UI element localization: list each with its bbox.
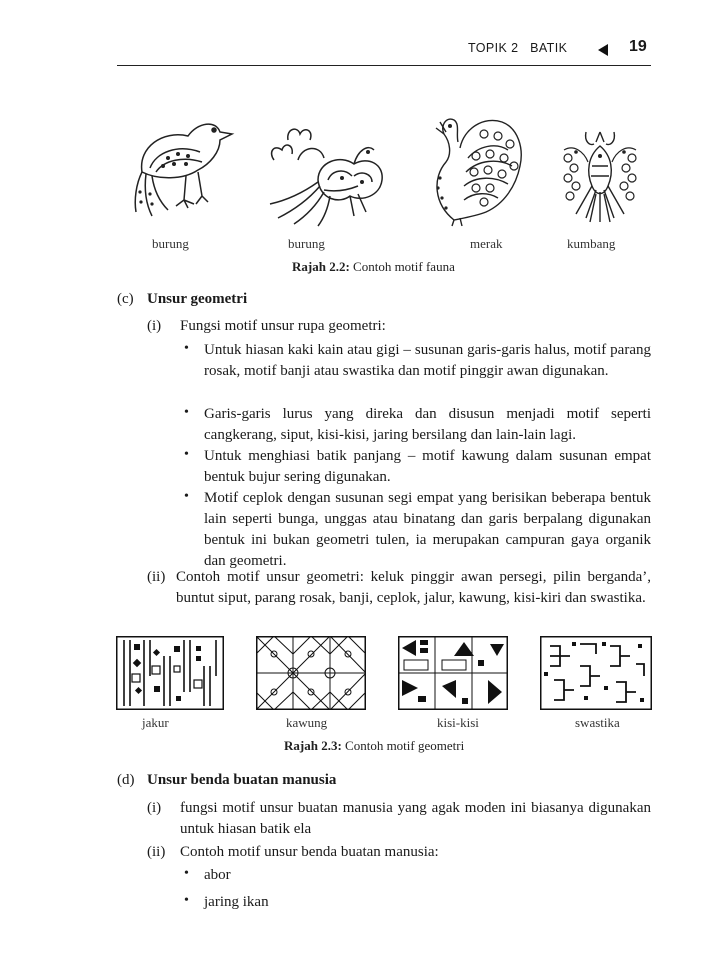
section-c-item2-text: Contoh motif unsur geometri: keluk pinggir awan persegi, pilin berganda’, buntut siput, parang rosak, banji, ceplok, jalur, kawung, kisi-kiri dan swastika. xyxy=(176,569,651,606)
section-d-marker: (d) xyxy=(117,772,135,788)
bullet-icon: • xyxy=(184,893,189,908)
figure-2-3-caption xyxy=(284,738,464,754)
section-c-item2-marker: (ii) xyxy=(147,569,166,585)
kawung-pattern-image xyxy=(256,636,366,710)
peacock-motif-image xyxy=(424,108,528,228)
bird-motif-1-image xyxy=(128,112,236,224)
geometri-label-kisi-kisi: kisi-kisi xyxy=(437,715,479,730)
section-c-item1-text: Fungsi motif unsur rupa geometri: xyxy=(180,318,386,334)
geometri-label-kawung: kawung xyxy=(286,715,328,730)
caption-label: Rajah 2.3: xyxy=(284,738,342,753)
section-d-item1-text: fungsi motif unsur buatan manusia yang agak moden ini biasanya digunakan untuk hiasan batik ela xyxy=(180,800,651,837)
header-topic: TOPIK 2 BATIK xyxy=(468,41,568,55)
geometri-bullet-1: Untuk hiasan kaki kain atau gigi – susunan garis-garis halus, motif parang rosak, motif banji atau swastika dan motif pinggir awan digunakan. xyxy=(204,342,651,379)
section-d-item1-marker: (i) xyxy=(147,800,162,816)
fauna-label-kumbang: kumbang xyxy=(567,236,616,251)
geometri-bullet-2: Garis-garis lurus yang direka dan disusun menjadi motif seperti cangkerang, siput, kisi-kisi, jaring bersilang dan lain-lain lagi. xyxy=(204,406,651,443)
geometri-bullet-3: Untuk menghiasi batik panjang – motif kawung dalam susunan empat bentuk bujur sering digunakan. xyxy=(204,448,651,485)
buatan-bullet-abor: abor xyxy=(204,867,231,883)
figure-2-2-caption xyxy=(292,259,455,275)
bullet-icon: • xyxy=(184,405,189,420)
geometri-label-swastika: swastika xyxy=(575,715,620,730)
bullet-icon: • xyxy=(184,447,189,462)
fauna-label-merak: merak xyxy=(470,236,503,251)
caption-text: Contoh motif geometri xyxy=(341,738,465,753)
kisi-kisi-pattern-image xyxy=(398,636,508,710)
caption-text: Contoh motif fauna xyxy=(349,259,455,274)
caption-label: Rajah 2.2: xyxy=(292,259,350,274)
page-number: 19 xyxy=(629,38,647,55)
bullet-icon: • xyxy=(184,341,189,356)
section-c-marker: (c) xyxy=(117,291,134,307)
section-d-item2-text: Contoh motif unsur benda buatan manusia: xyxy=(180,844,439,860)
fauna-label-burung-1: burung xyxy=(152,236,189,251)
section-d-title: Unsur benda buatan manusia xyxy=(147,772,337,788)
section-c-title: Unsur geometri xyxy=(147,291,248,307)
section-c-item1-marker: (i) xyxy=(147,318,162,334)
geometri-bullet-4: Motif ceplok dengan susunan segi empat yang berisikan beberapa bentuk lain seperti bunga, unggas atau binatang dan garis berpalang digunakan bentuk ini bukan geometri tulen, ia merupakan campuran gaya organik dan geometri. xyxy=(204,490,651,569)
bullet-icon: • xyxy=(184,489,189,504)
swastika-pattern-image xyxy=(540,636,652,710)
buatan-bullet-jaring-ikan: jaring ikan xyxy=(204,894,269,910)
section-d-item2-marker: (ii) xyxy=(147,844,166,860)
back-arrow-icon[interactable] xyxy=(598,44,608,56)
bullet-icon: • xyxy=(184,866,189,881)
running-header xyxy=(117,39,651,66)
fauna-label-burung-2: burung xyxy=(288,236,325,251)
geometri-label-jakur: jakur xyxy=(142,715,169,730)
jakur-pattern-image xyxy=(116,636,224,710)
bee-motif-image xyxy=(556,122,644,226)
bird-motif-2-image xyxy=(258,120,394,228)
